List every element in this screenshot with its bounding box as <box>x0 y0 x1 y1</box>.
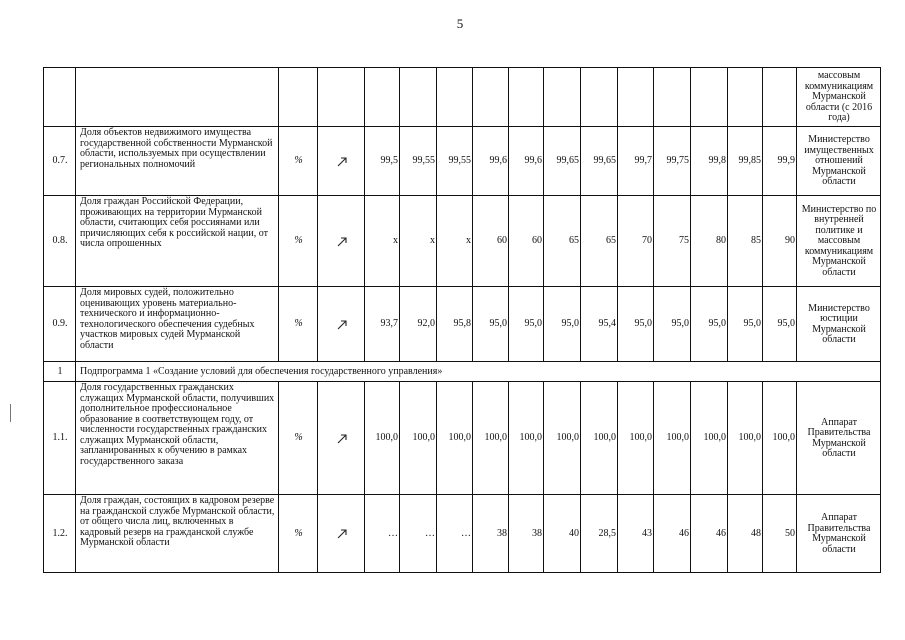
indicator-name-cell <box>75 67 279 127</box>
value: 40 <box>569 527 579 539</box>
value: 95,0 <box>777 318 795 330</box>
value: 100,0 <box>629 432 652 444</box>
value-cell <box>399 494 437 573</box>
row-number: 1.2. <box>52 527 68 539</box>
value-cell <box>472 286 509 362</box>
arrow-up-right-icon <box>336 433 348 445</box>
value: 100,0 <box>593 432 616 444</box>
value-cell <box>653 195 691 287</box>
value-cell <box>690 381 728 495</box>
value: 65 <box>606 235 616 247</box>
arrow-up-right-icon <box>336 236 348 248</box>
responsible: Министерство по внутренней политике и массовым коммуникациям Мурманской области <box>801 203 877 278</box>
value: 99,5 <box>380 155 398 167</box>
value-cell <box>543 67 581 127</box>
value-cell <box>364 286 400 362</box>
value: 100,0 <box>484 432 507 444</box>
value-cell <box>580 381 618 495</box>
value-cell <box>653 381 691 495</box>
value-cell <box>508 195 544 287</box>
value-cell <box>762 126 797 196</box>
unit-cell <box>278 126 318 196</box>
value-cell <box>580 195 618 287</box>
value-cell <box>472 195 509 287</box>
value-cell <box>580 286 618 362</box>
value: 100,0 <box>738 432 761 444</box>
value-cell <box>617 286 654 362</box>
value-cell <box>364 494 400 573</box>
unit-cell <box>278 494 318 573</box>
value: 95,0 <box>634 318 652 330</box>
value: 85 <box>751 235 761 247</box>
value: 38 <box>532 527 542 539</box>
responsible: Министерство имущественных отношений Мурманской области <box>804 134 874 188</box>
value-cell <box>580 126 618 196</box>
row-number-cell <box>43 494 76 573</box>
value-cell <box>472 494 509 573</box>
value-cell <box>399 286 437 362</box>
trend-cell <box>317 67 365 127</box>
value: 60 <box>532 235 542 247</box>
table-bottom-border <box>43 572 881 573</box>
unit: % <box>294 235 303 247</box>
value: 65 <box>569 235 579 247</box>
value: 95,0 <box>561 318 579 330</box>
responsible: Аппарат Правительства Мурманской области <box>807 416 871 459</box>
value-cell <box>399 381 437 495</box>
value: 38 <box>497 527 507 539</box>
value: 100,0 <box>666 432 689 444</box>
unit: % <box>294 318 303 330</box>
value-cell <box>508 381 544 495</box>
row-number-cell <box>43 381 76 495</box>
indicator-name-cell <box>75 126 279 196</box>
value: 100,0 <box>556 432 579 444</box>
value: х <box>466 235 471 247</box>
value: 100,0 <box>519 432 542 444</box>
subprogram-number: 1 <box>57 365 63 377</box>
value: 70 <box>642 235 652 247</box>
value-cell <box>762 381 797 495</box>
value: 99,85 <box>738 155 761 167</box>
value-cell <box>727 126 763 196</box>
row-number: 0.9. <box>52 318 68 330</box>
value: 75 <box>679 235 689 247</box>
row-number-cell <box>43 286 76 362</box>
value: 46 <box>716 527 726 539</box>
value: 95,0 <box>489 318 507 330</box>
responsible: массовым коммуникациям Мурманской области (с 2016 года) <box>804 70 874 124</box>
value-cell <box>399 67 437 127</box>
responsible-cell <box>796 381 881 495</box>
value-cell <box>364 126 400 196</box>
value: 99,8 <box>708 155 726 167</box>
value-cell <box>653 286 691 362</box>
value-cell <box>364 67 400 127</box>
value-cell <box>727 195 763 287</box>
value: … <box>425 527 435 539</box>
value: 100,0 <box>412 432 435 444</box>
value: … <box>461 527 471 539</box>
value-cell <box>762 195 797 287</box>
value-cell <box>727 494 763 573</box>
trend-cell <box>317 494 365 573</box>
value: … <box>388 527 398 539</box>
value: 95,0 <box>708 318 726 330</box>
arrow-up-right-icon <box>336 319 348 331</box>
indicator-name: Доля объектов недвижимого имущества государственной собственности Мурманской области, используемых при осуществлении региональных полномочий <box>80 127 273 170</box>
value: 43 <box>642 527 652 539</box>
responsible-cell <box>796 494 881 573</box>
value-cell <box>617 195 654 287</box>
row-number: 0.8. <box>52 235 68 247</box>
unit: % <box>294 527 303 539</box>
value-cell <box>472 126 509 196</box>
value: 80 <box>716 235 726 247</box>
value-cell <box>653 67 691 127</box>
row-number-cell <box>43 126 76 196</box>
trend-cell <box>317 126 365 196</box>
value-cell <box>399 126 437 196</box>
value: 99,75 <box>666 155 689 167</box>
value-cell <box>580 494 618 573</box>
responsible-cell <box>796 286 881 362</box>
value: 90 <box>785 235 795 247</box>
row-number-cell <box>43 67 76 127</box>
value: 95,0 <box>524 318 542 330</box>
trend-cell <box>317 381 365 495</box>
value: х <box>393 235 398 247</box>
value: 92,0 <box>417 318 435 330</box>
unit-cell <box>278 195 318 287</box>
value-cell <box>690 126 728 196</box>
value-cell <box>543 286 581 362</box>
value-cell <box>690 67 728 127</box>
value-cell <box>364 381 400 495</box>
indicator-name: Доля государственных гражданских служащих Мурманской области, получивших дополнительное профессиональное образование в соответствующем году, от численности государственных гражданских служащих Мурманской области, запланированных к обучению в рамках государственного заказа <box>80 382 275 467</box>
value-cell <box>543 494 581 573</box>
subprogram-title-cell <box>75 361 881 382</box>
value-cell <box>543 195 581 287</box>
unit: % <box>294 155 303 167</box>
subprogram-title: Подпрограмма 1 «Создание условий для обеспечения государственного управления» <box>80 365 443 377</box>
value: 95,8 <box>453 318 471 330</box>
value: 100,0 <box>772 432 795 444</box>
value-cell <box>508 494 544 573</box>
value: 28,5 <box>598 527 616 539</box>
trend-cell <box>317 195 365 287</box>
value-cell <box>472 381 509 495</box>
value-cell <box>727 67 763 127</box>
unit-cell <box>278 286 318 362</box>
value: 95,0 <box>671 318 689 330</box>
trend-cell <box>317 286 365 362</box>
value-cell <box>436 286 473 362</box>
value-cell <box>436 381 473 495</box>
value-cell <box>364 195 400 287</box>
responsible: Аппарат Правительства Мурманской области <box>807 512 871 555</box>
value-cell <box>617 126 654 196</box>
value-cell <box>690 195 728 287</box>
value: 99,6 <box>524 155 542 167</box>
value-cell <box>762 494 797 573</box>
value-cell <box>617 67 654 127</box>
arrow-up-right-icon <box>336 156 348 168</box>
value: 95,4 <box>598 318 616 330</box>
value-cell <box>508 67 544 127</box>
indicator-name-cell <box>75 195 279 287</box>
value: 99,7 <box>634 155 652 167</box>
table-right-border <box>880 67 881 573</box>
value-cell <box>690 286 728 362</box>
value: 99,55 <box>412 155 435 167</box>
value: 100,0 <box>448 432 471 444</box>
responsible-cell <box>796 67 881 127</box>
value: 99,9 <box>777 155 795 167</box>
value-cell <box>436 126 473 196</box>
responsible-cell <box>796 126 881 196</box>
arrow-up-right-icon <box>336 528 348 540</box>
value: 99,6 <box>489 155 507 167</box>
unit-cell <box>278 381 318 495</box>
value: 48 <box>751 527 761 539</box>
value-cell <box>436 195 473 287</box>
indicator-name: Доля граждан Российской Федерации, проживающих на территории Мурманской области, считающих себя россиянами или причисляющих себя к российской нации, от числа опрошенных <box>80 196 268 249</box>
indicator-name-cell <box>75 286 279 362</box>
row-number: 0.7. <box>52 155 68 167</box>
value-cell <box>762 67 797 127</box>
value: 100,0 <box>375 432 398 444</box>
value: 60 <box>497 235 507 247</box>
indicator-name: Доля мировых судей, положительно оценивающих уровень материально-технического и информационно-технологического обеспечения судебных участков мировых судей Мурманской области <box>80 287 255 351</box>
row-number-cell <box>43 195 76 287</box>
unit-cell <box>278 67 318 127</box>
value-cell <box>580 67 618 127</box>
value: 100,0 <box>703 432 726 444</box>
value-cell <box>653 494 691 573</box>
value-cell <box>543 126 581 196</box>
value: х <box>430 235 435 247</box>
value-cell <box>690 494 728 573</box>
subprogram-number-cell <box>43 361 76 382</box>
value-cell <box>543 381 581 495</box>
value-cell <box>508 286 544 362</box>
value-cell <box>508 126 544 196</box>
indicator-name-cell <box>75 381 279 495</box>
indicator-name: Доля граждан, состоящих в кадровом резерве на гражданской службе Мурманской области, от общего числа лиц, включенных в кадровый резерв на гражданской службе Мурманской области <box>80 495 275 548</box>
value-cell <box>399 195 437 287</box>
responsible: Министерство юстиции Мурманской области <box>808 302 870 345</box>
row-number: 1.1. <box>52 432 68 444</box>
value: 46 <box>679 527 689 539</box>
value-cell <box>472 67 509 127</box>
value: 99,65 <box>593 155 616 167</box>
value-cell <box>436 67 473 127</box>
value-cell <box>617 494 654 573</box>
value-cell <box>653 126 691 196</box>
value: 95,0 <box>743 318 761 330</box>
value-cell <box>617 381 654 495</box>
value-cell <box>762 286 797 362</box>
value: 93,7 <box>380 318 398 330</box>
value-cell <box>727 286 763 362</box>
value: 99,55 <box>448 155 471 167</box>
value-cell <box>436 494 473 573</box>
page-number: 5 <box>456 16 464 31</box>
indicator-name-cell <box>75 494 279 573</box>
responsible-cell <box>796 195 881 287</box>
unit: % <box>294 432 303 444</box>
value-cell <box>727 381 763 495</box>
value: 50 <box>785 527 795 539</box>
value: 99,65 <box>556 155 579 167</box>
